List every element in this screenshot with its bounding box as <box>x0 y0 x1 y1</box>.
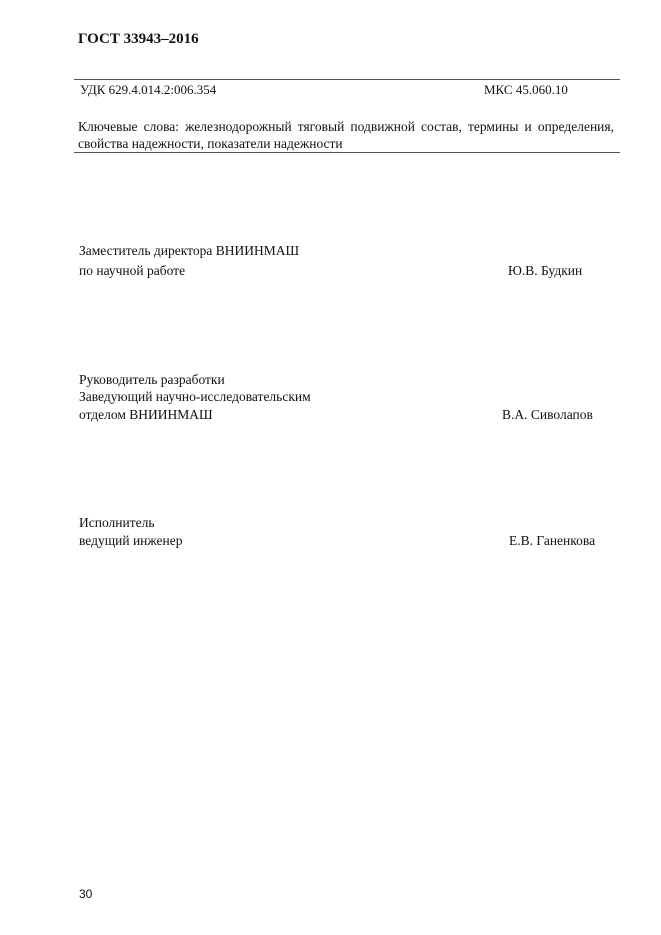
page-number: 30 <box>79 887 93 901</box>
signatory-1-name: Ю.В. Будкин <box>508 263 583 278</box>
mks-code: МКС 45.060.10 <box>484 82 568 97</box>
signatory-3-name: Е.В. Ганенкова <box>509 533 596 548</box>
signatory-1-title-line-2: по научной работе <box>79 263 186 278</box>
signatory-2-title-line-1: Руководитель разработки <box>79 372 225 387</box>
signatory-2-name: В.А. Сиволапов <box>502 407 593 422</box>
bottom-divider <box>74 152 620 153</box>
udk-code: УДК 629.4.014.2:006.354 <box>80 82 217 97</box>
top-divider <box>74 79 620 80</box>
keywords-paragraph: Ключевые слова: железнодорожный тяговый подвижной состав, термины и определения, свойства надежности, показатели надежности <box>78 119 614 151</box>
document-header: ГОСТ 33943–2016 <box>78 31 199 47</box>
signatory-2-title-line-2: Заведующий научно-исследовательским <box>79 389 311 404</box>
signatory-3-title-line-1: Исполнитель <box>79 515 155 530</box>
signatory-3-title-line-2: ведущий инженер <box>79 533 183 548</box>
signatory-1-title-line-1: Заместитель директора ВНИИНМАШ <box>79 243 300 258</box>
signatory-2-title-line-3: отделом ВНИИНМАШ <box>79 407 213 422</box>
